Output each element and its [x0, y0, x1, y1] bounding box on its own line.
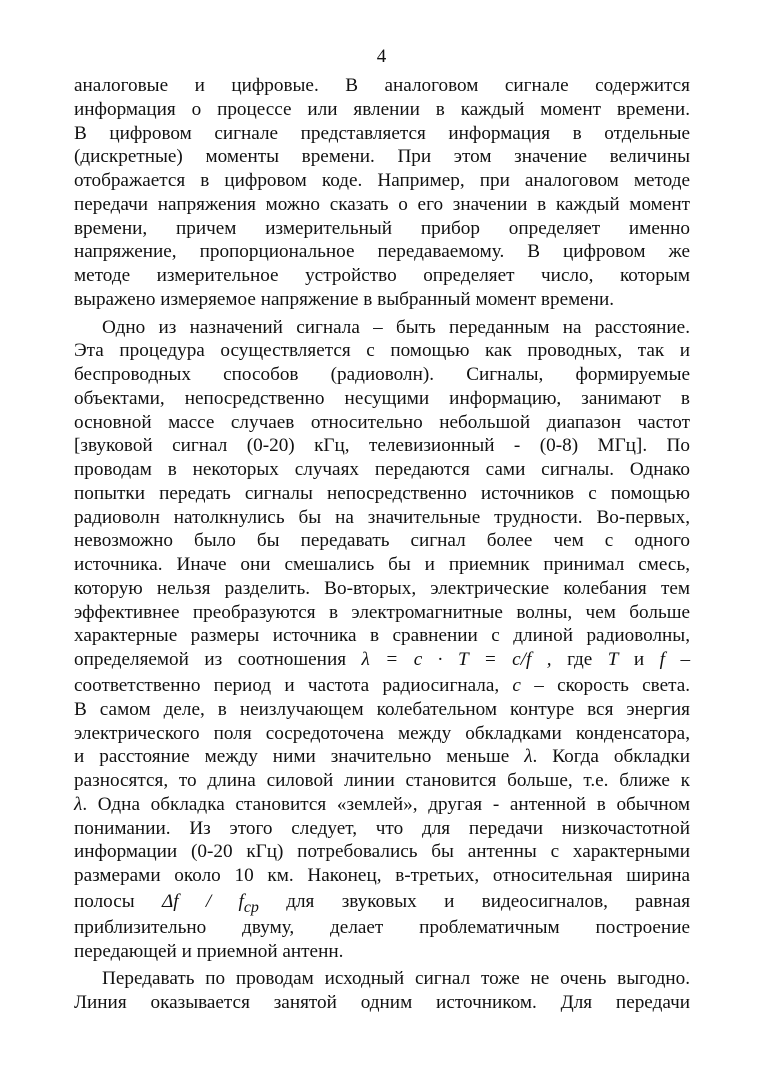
- lambda-line-text: . Когда обкладки: [532, 746, 690, 768]
- text-line: передачи напряжения можно сказать о его значении в каждый момент: [74, 193, 690, 215]
- paragraph-2: [74, 316, 690, 964]
- relative-bandwidth-formula: [161, 890, 259, 916]
- text-line: В самом деле, в неизлучающем колебательном контуре вся энергия: [74, 698, 690, 720]
- bandwidth-word: равная: [635, 890, 691, 912]
- text-line: информации (0-20 кГц) потребовались бы антенны с характерными: [74, 841, 690, 863]
- formula-line-text: определяемой из соотношения: [74, 649, 347, 670]
- text-line: приблизительно двуму, делает проблематичным построение: [74, 916, 690, 938]
- text-line: [74, 745, 690, 769]
- text-line: времени, причем измерительный прибор определяет именно: [74, 217, 690, 239]
- text-line: попытки передать сигналы непосредственно источников с помощью: [74, 482, 690, 504]
- text-line: [74, 793, 690, 817]
- paragraph-3: [74, 967, 690, 1015]
- text-line: радиоволн натолкнулись бы на значительные трудности. Во-первых,: [74, 506, 690, 528]
- lambda-line-text: . Одна обкладка становится «землей», другая - антенной в обычном: [82, 793, 690, 815]
- formula-where: где: [567, 649, 593, 670]
- speed-line-text: соответственно период и частота радиосигнала,: [74, 675, 500, 696]
- text-line: выражено измеряемое напряжение в выбранный момент времени.: [74, 288, 615, 310]
- text-line: (дискретные) моменты времени. При этом значение величины: [74, 146, 690, 168]
- bandwidth-word: видеосигналов,: [481, 890, 608, 912]
- text-line: основной массе случаев относительно небольшой диапазон частот: [74, 411, 690, 433]
- text-line: объектами, непосредственно несущими информацию, занимают в: [74, 387, 690, 409]
- lambda-symbol: λ: [524, 746, 533, 768]
- paragraph-1: [74, 74, 690, 312]
- page-body: [74, 74, 690, 1015]
- bandwidth-line: [74, 888, 690, 916]
- text-line: понимании. Из этого следует, что для передачи низкочастотной: [74, 817, 690, 839]
- formula-and: и: [633, 649, 645, 670]
- text-line: источника. Иначе они смешались бы и приемник принимал смесь,: [74, 554, 690, 575]
- text-line: Линия оказывается занятой одним источником. Для передачи: [74, 992, 690, 1013]
- text-line: характерные размеры источника в сравнении с длиной радиоволны,: [74, 625, 690, 647]
- bandwidth-line-text: полосы: [74, 890, 135, 912]
- text-line: методе измерительное устройство определяет число, которым: [74, 265, 690, 286]
- text-line: аналоговые и цифровые. В аналоговом сигнале содержится: [74, 75, 690, 96]
- text-line: разносятся, то длина силовой линии становится больше, т.е. ближе к: [74, 770, 690, 791]
- relative-bandwidth-main: Δf / f: [161, 890, 244, 912]
- relative-bandwidth-subscript: ср: [243, 898, 259, 916]
- text-line: электрического поля сосредоточена между обкладками конденсатора,: [74, 722, 690, 744]
- text-line: которую нельзя разделить. Во-вторых, электрические колебания тем: [74, 577, 690, 599]
- frequency-symbol: f: [659, 649, 665, 670]
- speed-of-light-symbol: c: [512, 675, 521, 696]
- bandwidth-word: для: [286, 890, 315, 912]
- text-line: Одно из назначений сигнала – быть переданным на расстояние.: [102, 316, 690, 338]
- lambda-line-text: и расстояние между ними значительно меньше: [74, 746, 510, 768]
- page-number: 4: [376, 46, 387, 67]
- speed-line-text: – скорость света.: [534, 675, 691, 696]
- bandwidth-word: звуковых: [341, 890, 417, 912]
- text-line: передающей и приемной антенн.: [74, 940, 344, 962]
- text-line: беспроводных способов (радиоволн). Сигналы, формируемые: [74, 364, 690, 385]
- text-line: Эта процедура осуществляется с помощью как проводных, так и: [74, 340, 690, 362]
- formula-line: [74, 648, 690, 674]
- text-line: [74, 674, 690, 698]
- period-symbol: T: [607, 649, 619, 670]
- text-line: Передавать по проводам исходный сигнал тоже не очень выгодно.: [102, 968, 690, 990]
- wavelength-formula: λ = c · T = c/f ,: [361, 649, 552, 670]
- bandwidth-word: и: [444, 890, 455, 912]
- text-line: В цифровом сигнале представляется информация в отдельные: [74, 122, 690, 144]
- text-line: проводам в некоторых случаях передаются сами сигналы. Однако: [74, 459, 690, 480]
- formula-dash: –: [680, 649, 691, 670]
- text-line: размерами около 10 км. Наконец, в-третьих, относительная ширина: [74, 865, 690, 886]
- text-line: невозможно было бы передавать сигнал более чем с одного: [74, 530, 690, 552]
- text-line: напряжение, пропорциональное передаваемому. В цифровом же: [74, 241, 690, 263]
- text-line: информация о процессе или явлении в каждый момент времени.: [74, 98, 690, 120]
- text-line: [звуковой сигнал (0-20) кГц, телевизионный - (0-8) МГц]. По: [74, 435, 690, 457]
- text-line: отображается в цифровом коде. Например, при аналоговом методе: [74, 170, 690, 191]
- text-line: эффективнее преобразуются в электромагнитные волны, чем больше: [74, 601, 690, 623]
- lambda-symbol: λ: [74, 793, 83, 815]
